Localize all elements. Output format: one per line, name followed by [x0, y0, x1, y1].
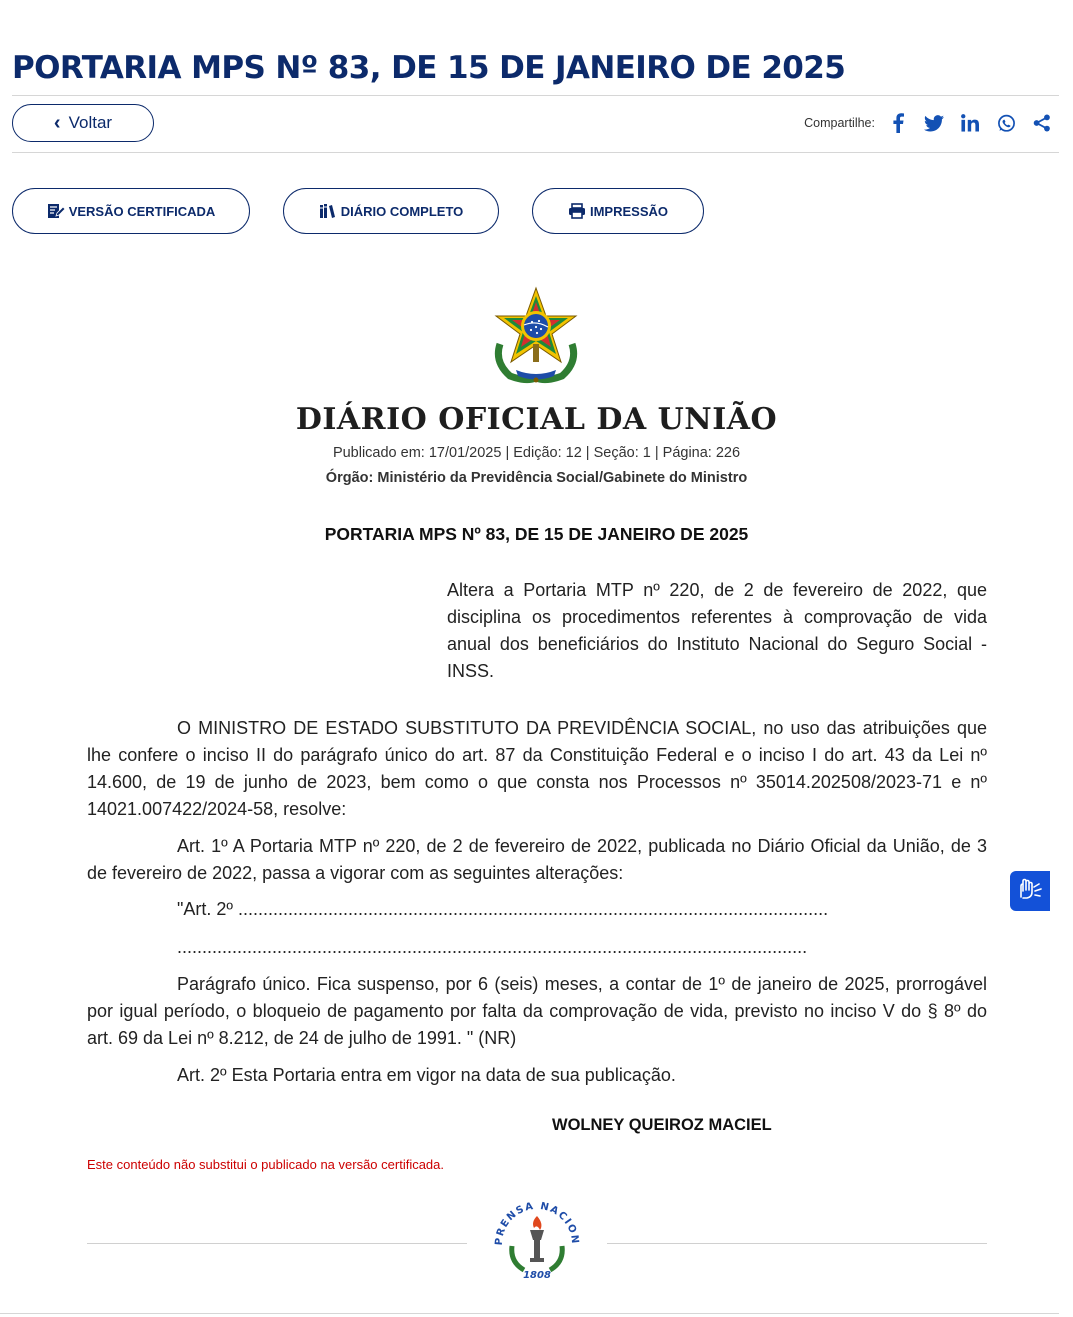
back-button-label: Voltar: [68, 113, 113, 132]
sign-language-hands-icon: [1017, 877, 1043, 906]
ellipsis-line: ..............................................................................................................................: [177, 937, 808, 957]
preamble: [87, 715, 987, 823]
facebook-icon[interactable]: [887, 112, 909, 134]
organ-value: Ministério da Previdência Social/Gabinete do Ministro: [377, 470, 748, 486]
books-icon: [319, 203, 337, 219]
footer-divider-right: [607, 1243, 987, 1244]
twitter-icon[interactable]: [923, 112, 945, 134]
article-2: [87, 1062, 987, 1089]
logo-text: PRENSA NACION: [494, 1200, 580, 1246]
publication-info: Publicado em: 17/01/2025 | Edição: 12 | Seção: 1 | Página: 226: [332, 445, 741, 461]
print-button[interactable]: [532, 188, 704, 234]
organ-line: [0, 470, 1073, 486]
sole-paragraph: [87, 971, 987, 1052]
certified-version-button[interactable]: [12, 188, 250, 234]
page-title: PORTARIA MPS Nº 83, DE 15 DE JANEIRO DE 2025: [12, 50, 846, 86]
certified-document-icon: [47, 203, 65, 219]
imprensa-nacional-logo: [494, 1200, 580, 1287]
certified-version-label: VERSÃO CERTIFICADA: [68, 203, 216, 219]
signer-name: WOLNEY QUEIROZ MACIEL: [552, 1116, 772, 1134]
back-button[interactable]: [12, 104, 154, 142]
brazil-coat-of-arms: [486, 282, 586, 389]
article-2-text: Art. 2º Esta Portaria entra em vigor na data de sua publicação.: [177, 1065, 676, 1085]
footer-divider-left: [87, 1243, 467, 1244]
journal-title: DIÁRIO OFICIAL DA UNIÃO: [295, 402, 778, 437]
article-1: [87, 833, 987, 887]
disclaimer: Este conteúdo não substitui o publicado na versão certificada.: [87, 1157, 445, 1172]
article-2-quote: "Art. 2º ......................................................................................................................: [177, 899, 829, 919]
logo-year: 1808: [523, 1270, 551, 1281]
organ-label: Órgão:: [325, 470, 374, 486]
act-title: PORTARIA MPS Nº 83, DE 15 DE JANEIRO DE 2025: [324, 524, 749, 544]
share-bar: [804, 112, 1053, 134]
print-label: IMPRESSÃO: [589, 203, 668, 219]
print-icon: [568, 203, 586, 219]
linkedin-icon[interactable]: [959, 112, 981, 134]
full-diary-button[interactable]: [283, 188, 499, 234]
accessibility-sign-language-button[interactable]: [1010, 871, 1050, 911]
whatsapp-icon[interactable]: [995, 112, 1017, 134]
sole-paragraph-text: Parágrafo único. Fica suspenso, por 6 (seis) meses, a contar de 1º de janeiro de 2025, prorrogável por igual período, o bloqueio de pagamento por falta da comprovação de vida, previsto no inciso V do § 8º do art. 69 da Lei nº 8.212, de 24 de julho de 1991. " (NR): [87, 974, 987, 1048]
toolbar-divider: [12, 152, 1059, 153]
ementa: Altera a Portaria MTP nº 220, de 2 de fevereiro de 2022, que disciplina os procedimentos referentes à comprovação de vida anual dos beneficiários do Instituto Nacional do Seguro Social - INSS.: [447, 580, 987, 681]
share-label: Compartilhe:: [804, 116, 875, 130]
share-icon[interactable]: [1031, 112, 1053, 134]
full-diary-label: DIÁRIO COMPLETO: [340, 203, 464, 219]
header-divider: [12, 95, 1059, 96]
article-1-text: Art. 1º A Portaria MTP nº 220, de 2 de fevereiro de 2022, publicada no Diário Oficial da União, de 3 de fevereiro de 2022, passa a vigorar com as seguintes alterações:: [87, 836, 987, 883]
page-bottom-divider: [0, 1313, 1059, 1314]
chevron-left-icon: ‹: [53, 112, 61, 134]
preamble-text: O MINISTRO DE ESTADO SUBSTITUTO DA PREVIDÊNCIA SOCIAL, no uso das atribuições que lhe confere o inciso II do parágrafo único do art. 87 da Constituição Federal e o inciso I do art. 43 da Lei nº 14.600, de 19 de junho de 2023, bem como o que consta nos Processos nº 35014.202508/2023-71 e nº 14021.007422/2024-58, resolve:: [87, 718, 987, 819]
